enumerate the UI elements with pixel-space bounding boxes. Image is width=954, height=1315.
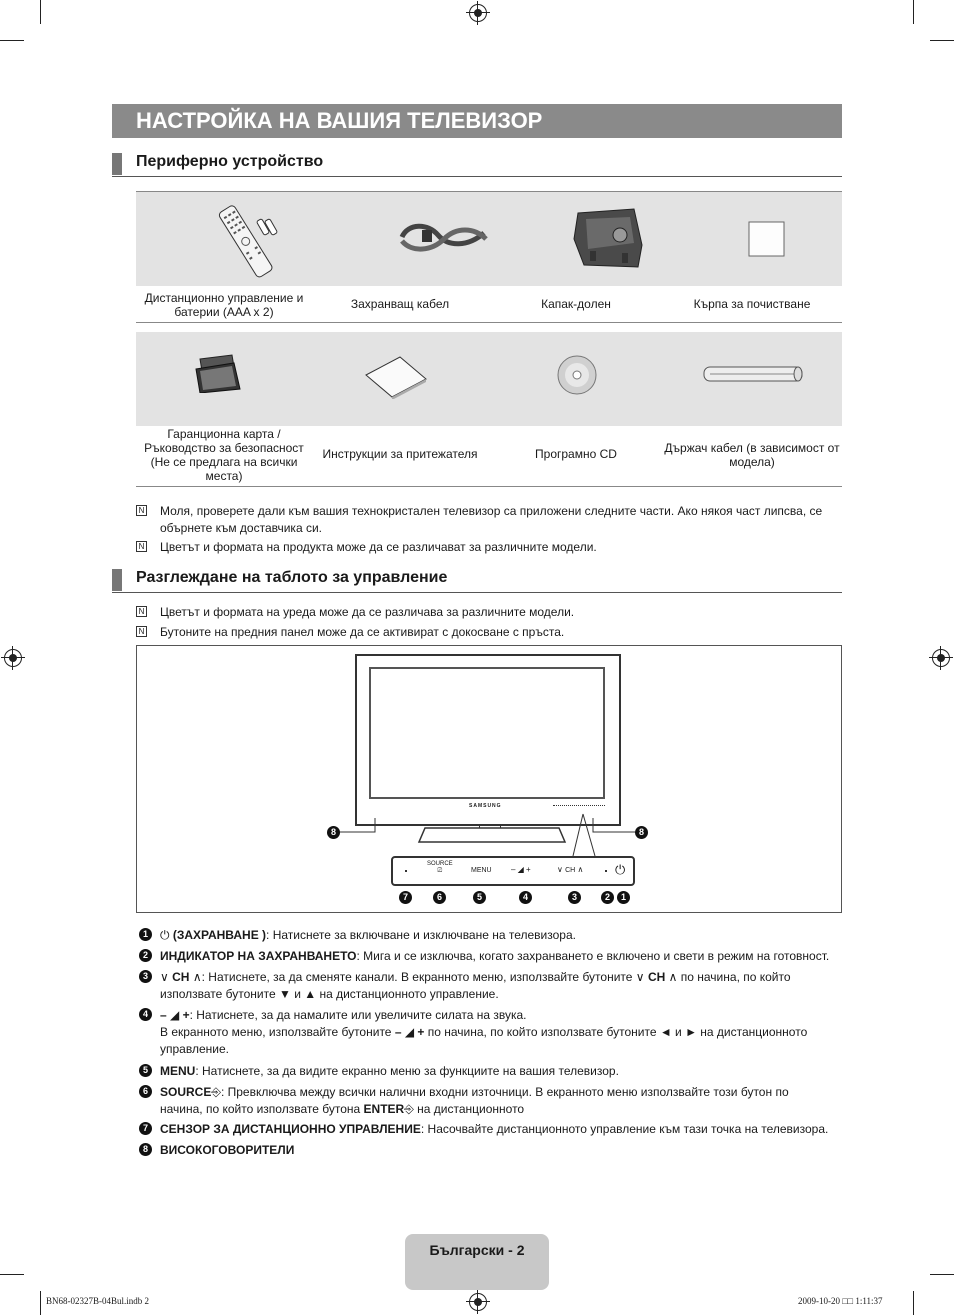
crop-mark [913, 0, 914, 24]
desc-text: : Натиснете, за да сменяте канали. В екранното меню, използвайте бутоните [201, 970, 633, 984]
power-indicator [605, 870, 607, 872]
volume-icon: – ◢ + [394, 1025, 425, 1039]
tv-brand: SAMSUNG [469, 803, 502, 809]
slug-left: BN68-02327B-04Bul.indb 2 [46, 1296, 150, 1306]
desc-text: : Натиснете, за да намалите или увеличите силата на звука. [189, 1008, 527, 1022]
chevron-down-icon: ∨ [635, 970, 645, 984]
chevron-up-icon: ∧ [668, 970, 678, 984]
desc-number: 7 [139, 1122, 152, 1135]
button-panel [391, 856, 635, 886]
volume-icon: – ◢ + [160, 1008, 190, 1022]
desc-text: на дистанционното [417, 1102, 525, 1116]
chevron-down-icon: ∨ [557, 865, 563, 874]
desc-number: 2 [139, 949, 152, 962]
chevron-down-icon: ∨ [160, 970, 169, 984]
manual-icon [364, 355, 430, 399]
desc-item-2 [160, 948, 844, 965]
menu-button[interactable]: MENU [471, 867, 492, 874]
crop-mark [913, 1291, 914, 1315]
accessory-label: Кърпа за почистване [693, 297, 811, 311]
warranty-card-icon [192, 353, 248, 393]
chevron-up-icon: ∧ [192, 970, 202, 984]
crop-mark [40, 1291, 41, 1315]
cd-icon [556, 354, 598, 396]
page-title: НАСТРОЙКА НА ВАШИЯ ТЕЛЕВИЗОР [112, 104, 842, 138]
callout-2: 2 [601, 891, 614, 904]
cable-holder-icon [702, 363, 806, 387]
desc-text: по начина, по който използвате бутоните ◄ и ► на дистанционното [427, 1025, 808, 1039]
note-text: Цветът и формата на продукта може да се различават за различните модели. [160, 540, 597, 554]
desc-number: 1 [139, 928, 152, 941]
desc-bold: MENU [160, 1064, 196, 1078]
desc-bold: ИНДИКАТОР НА ЗАХРАНВАНЕТО [160, 949, 357, 963]
volume-icon: ◢ [517, 865, 524, 874]
desc-text: В екранното меню, използвайте бутоните [160, 1025, 392, 1039]
callout-6: 6 [433, 891, 446, 904]
desc-text: : Натиснете, за да видите екранно меню за функциите на вашия телевизор. [195, 1064, 619, 1078]
desc-item-8 [160, 1142, 844, 1159]
cloth-icon [746, 219, 788, 259]
table-rule [136, 486, 842, 487]
desc-item-4 [160, 1007, 844, 1058]
volume-button[interactable]: – ◢ + [511, 865, 531, 874]
source-button[interactable] [427, 861, 453, 875]
power-icon: ⏻ [160, 928, 170, 942]
registration-mark-icon [469, 4, 487, 22]
control-panel-diagram [136, 645, 842, 913]
desc-bold: СЕНЗОР ЗА ДИСТАНЦИОННО УПРАВЛЕНИЕ [160, 1122, 421, 1136]
note-icon: N [136, 505, 147, 516]
desc-text: използвате бутоните ▼ и ▲ на дистанционното управление. [160, 987, 499, 1001]
remote-icon [206, 199, 286, 281]
power-icon[interactable]: ⏻ [615, 862, 626, 877]
desc-item-1 [160, 927, 844, 944]
note-text: Моля, проверете дали към вашия технокристален телевизор са приложени следните части. Ако някоя част липсва, се обърнете към доставчика си. [160, 504, 823, 535]
callout-8-right: 8 [635, 826, 648, 839]
enter-icon: ⎚ [437, 868, 443, 874]
power-cord-icon [398, 215, 490, 255]
desc-text: : Превключва между всички налични входни източници. В екранното меню използвайте този бутон по [220, 1085, 789, 1099]
desc-text: : Мига и се изключва, когато захранването е включено и свети в режим на готовност. [356, 949, 830, 963]
desc-text: : Натиснете за включване и изключване на телевизора. [266, 928, 576, 942]
note-icon: N [136, 606, 147, 617]
source-label: SOURCE [427, 861, 453, 867]
channel-button[interactable] [557, 865, 583, 874]
enter-icon: ⎆ [211, 1085, 221, 1099]
section-heading-control-panel [112, 569, 842, 593]
chevron-up-icon: ∧ [577, 865, 584, 874]
desc-item-7 [160, 1121, 844, 1138]
heading-text: Периферно устройство [136, 153, 324, 170]
accessory-label: Инструкции за притежателя [322, 447, 478, 461]
desc-bold: CH [647, 970, 666, 984]
heading-text: Разглеждане на таблото за управление [136, 569, 448, 586]
desc-bold: ENTER [363, 1102, 405, 1116]
callout-3: 3 [568, 891, 581, 904]
desc-text: : Насочвайте дистанционното управление към тази точка на телевизора. [420, 1122, 829, 1136]
callout-4: 4 [519, 891, 532, 904]
note-text: Бутоните на предния панел може да се активират с докосване с пръста. [160, 625, 565, 639]
accessory-label: Държач кабел (в зависимост от модела) [664, 441, 840, 469]
heading-marker [112, 153, 122, 175]
note-icon: N [136, 626, 147, 637]
callout-8-left: 8 [327, 826, 340, 839]
desc-text: по начина, по който [680, 970, 791, 984]
desc-item-5 [160, 1063, 844, 1080]
remote-sensor [405, 870, 407, 872]
heading-marker [112, 569, 122, 591]
table-rule [136, 322, 842, 323]
accessory-label: Гаранционна карта / Ръководство за безопасност (Не се предлага на всички места) [144, 427, 304, 483]
desc-number: 5 [139, 1064, 152, 1077]
callout-7: 7 [399, 891, 412, 904]
accessories-table [136, 191, 842, 487]
accessory-label: Дистанционно управление и батерии (AAA x 2) [144, 291, 304, 319]
slug-right: 2009-10-20 □□ 1:11:37 [798, 1296, 883, 1306]
crop-mark [0, 40, 24, 41]
registration-mark-icon [932, 649, 950, 667]
desc-bold: SOURCE [160, 1085, 212, 1099]
registration-mark-icon [4, 649, 22, 667]
desc-number: 3 [139, 970, 152, 983]
desc-item-3 [160, 969, 844, 1003]
cover-icon [572, 205, 648, 271]
section-heading-accessories [112, 153, 842, 177]
enter-icon: ⎆ [404, 1102, 414, 1116]
ch-label: CH [565, 867, 576, 874]
desc-number: 8 [139, 1143, 152, 1156]
page-number-tab: Български - 2 [405, 1234, 549, 1290]
desc-number: 4 [139, 1008, 152, 1021]
crop-mark [930, 1274, 954, 1275]
note-text: Цветът и формата на уреда може да се различава за различните модели. [160, 605, 575, 619]
crop-mark [930, 40, 954, 41]
desc-bold: (ЗАХРАНВАНЕ ) [172, 928, 267, 942]
note-icon: N [136, 541, 147, 552]
crop-mark [0, 1274, 24, 1275]
accessory-label: Захранващ кабел [350, 297, 450, 311]
registration-mark-icon [469, 1293, 487, 1311]
accessory-label: Програмно CD [535, 447, 617, 461]
desc-text: начина, по който използвате бутона [160, 1102, 361, 1116]
crop-mark [40, 0, 41, 24]
desc-bold: ВИСОКОГОВОРИТЕЛИ [160, 1143, 295, 1157]
accessory-label: Капак-долен [541, 297, 611, 311]
desc-number: 6 [139, 1085, 152, 1098]
callout-5: 5 [473, 891, 486, 904]
desc-bold: CH [172, 970, 190, 984]
callout-1: 1 [617, 891, 630, 904]
desc-text: управление. [160, 1042, 229, 1056]
desc-item-6 [160, 1084, 844, 1118]
